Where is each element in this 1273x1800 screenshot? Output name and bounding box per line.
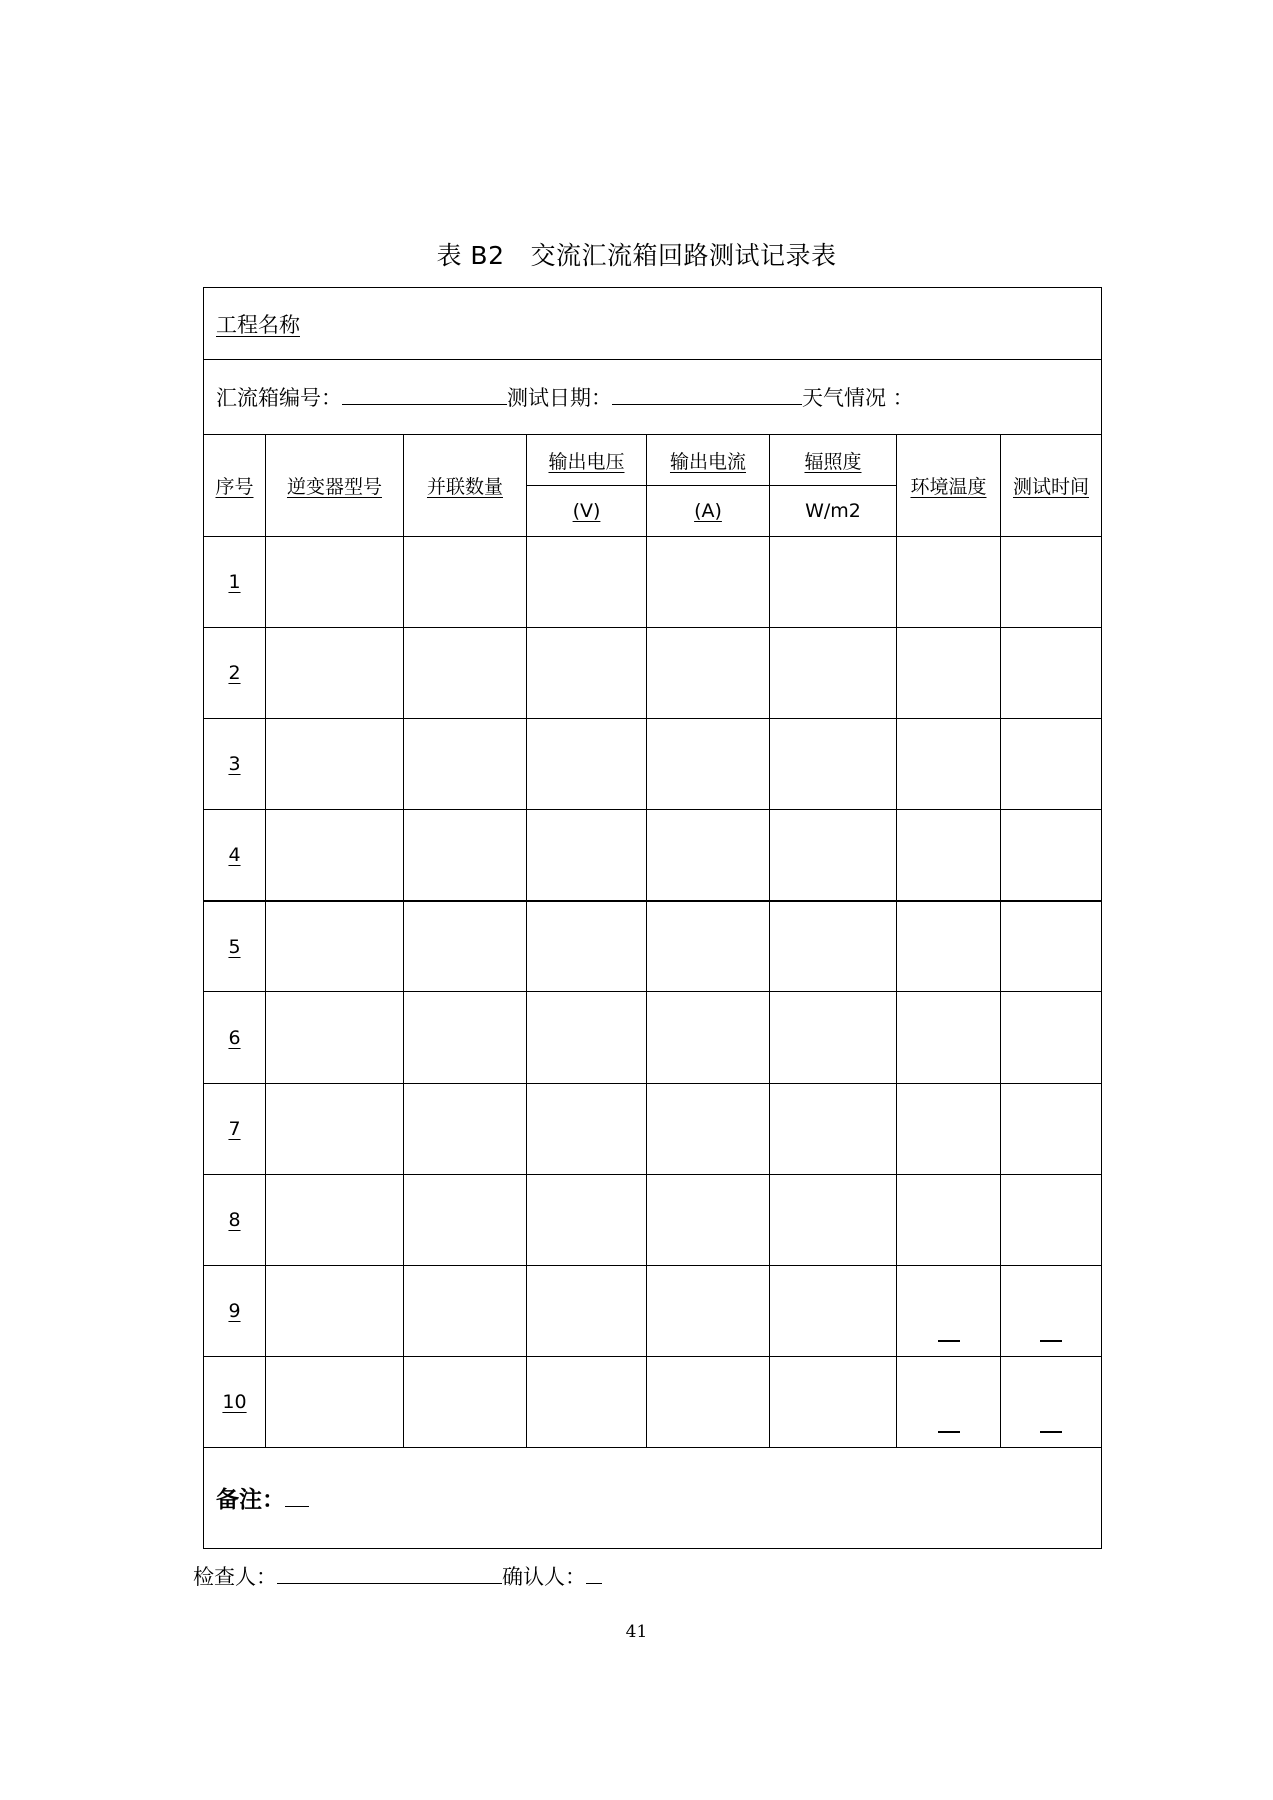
row-seq: 4 [204, 810, 266, 901]
cell-test-time[interactable] [1001, 719, 1102, 810]
cell-voltage[interactable] [527, 628, 647, 719]
table-row [204, 628, 1102, 719]
table-row [204, 992, 1102, 1083]
header-row-1 [204, 435, 1102, 486]
table-name: 交流汇流箱回路测试记录表 [530, 241, 837, 270]
signature-line [193, 1561, 602, 1591]
cell-ambient-temp[interactable] [897, 810, 1001, 901]
cell-current[interactable] [647, 537, 770, 628]
test-record-table [203, 287, 1102, 1549]
confirmer-label: 确认人： [502, 1565, 586, 1589]
cell-irradiance[interactable] [770, 1356, 897, 1447]
cell-parallel-count[interactable] [404, 537, 527, 628]
cell-ambient-temp[interactable] [897, 628, 1001, 719]
cell-inverter-model[interactable] [266, 1083, 404, 1174]
remark-label: 备注： [216, 1486, 285, 1514]
cell-current[interactable] [647, 810, 770, 901]
cell-voltage[interactable] [527, 992, 647, 1083]
cell-irradiance[interactable] [770, 537, 897, 628]
cell-irradiance[interactable] [770, 810, 897, 901]
cell-ambient-temp[interactable] [897, 901, 1001, 992]
row-seq: 2 [204, 628, 266, 719]
dash-mark [897, 1357, 1000, 1447]
cell-inverter-model[interactable] [266, 810, 404, 901]
cell-current[interactable] [647, 1356, 770, 1447]
row-seq: 10 [204, 1356, 266, 1447]
dash-mark [897, 1266, 1000, 1356]
header-ambient-temp: 环境温度 [897, 435, 1001, 537]
cell-voltage[interactable] [527, 537, 647, 628]
cell-parallel-count[interactable] [404, 1174, 527, 1265]
cell-ambient-temp[interactable] [897, 992, 1001, 1083]
cell-parallel-count[interactable] [404, 1083, 527, 1174]
dash-mark [1001, 1266, 1101, 1356]
cell-inverter-model[interactable] [266, 719, 404, 810]
cell-inverter-model[interactable] [266, 901, 404, 992]
cell-ambient-temp[interactable] [897, 1083, 1001, 1174]
cell-ambient-temp[interactable] [897, 1174, 1001, 1265]
table-row [204, 537, 1102, 628]
cell-parallel-count[interactable] [404, 810, 527, 901]
cell-parallel-count[interactable] [404, 992, 527, 1083]
header-current-unit: (A) [647, 486, 770, 537]
header-voltage: 输出电压 [527, 435, 647, 486]
cell-irradiance[interactable] [770, 1174, 897, 1265]
cell-parallel-count[interactable] [404, 719, 527, 810]
cell-current[interactable] [647, 901, 770, 992]
header-inverter-model: 逆变器型号 [266, 435, 404, 537]
cell-test-time[interactable] [1001, 628, 1102, 719]
cell-voltage[interactable] [527, 901, 647, 992]
header-test-time: 测试时间 [1001, 435, 1102, 537]
header-current: 输出电流 [647, 435, 770, 486]
cell-parallel-count[interactable] [404, 628, 527, 719]
remark-cell[interactable] [204, 1447, 1102, 1548]
header-parallel-count: 并联数量 [404, 435, 527, 537]
cell-test-time[interactable] [1001, 1265, 1102, 1356]
cell-ambient-temp[interactable] [897, 719, 1001, 810]
cell-ambient-temp[interactable] [897, 1356, 1001, 1447]
row-seq: 9 [204, 1265, 266, 1356]
row-seq: 1 [204, 537, 266, 628]
cell-irradiance[interactable] [770, 992, 897, 1083]
cell-inverter-model[interactable] [266, 537, 404, 628]
remark-row [204, 1447, 1102, 1548]
cell-test-time[interactable] [1001, 537, 1102, 628]
row-seq: 3 [204, 719, 266, 810]
cell-parallel-count[interactable] [404, 901, 527, 992]
cell-irradiance[interactable] [770, 628, 897, 719]
header-irradiance: 辐照度 [770, 435, 897, 486]
table-row [204, 1265, 1102, 1356]
inspector-label: 检查人： [193, 1565, 277, 1589]
cell-inverter-model[interactable] [266, 628, 404, 719]
cell-parallel-count[interactable] [404, 1356, 527, 1447]
cell-ambient-temp[interactable] [897, 1265, 1001, 1356]
row-seq: 6 [204, 992, 266, 1083]
cell-current[interactable] [647, 628, 770, 719]
row-seq: 5 [204, 901, 266, 992]
cell-irradiance[interactable] [770, 1265, 897, 1356]
cell-test-time[interactable] [1001, 901, 1102, 992]
page-number: 41 [625, 1622, 648, 1642]
cell-voltage[interactable] [527, 1265, 647, 1356]
table-row [204, 810, 1102, 901]
inspector-field[interactable] [277, 1565, 502, 1584]
header-seq: 序号 [204, 435, 266, 537]
cell-test-time[interactable] [1001, 1083, 1102, 1174]
info-cell [204, 360, 1102, 435]
cell-inverter-model[interactable] [266, 992, 404, 1083]
dash-mark [1001, 1357, 1101, 1447]
row-seq: 8 [204, 1174, 266, 1265]
project-cell[interactable] [204, 288, 1102, 360]
remark-field[interactable] [285, 1488, 309, 1507]
cell-current[interactable] [647, 1083, 770, 1174]
info-row [204, 360, 1102, 435]
box-no-field[interactable] [342, 386, 507, 405]
project-row [204, 288, 1102, 360]
cell-parallel-count[interactable] [404, 1265, 527, 1356]
cell-test-time[interactable] [1001, 1356, 1102, 1447]
row-seq: 7 [204, 1083, 266, 1174]
confirmer-field[interactable] [586, 1565, 602, 1584]
table-title [0, 236, 1273, 272]
cell-test-time[interactable] [1001, 1174, 1102, 1265]
cell-ambient-temp[interactable] [897, 537, 1001, 628]
table-code: 表 B2 [436, 241, 505, 270]
cell-current[interactable] [647, 1174, 770, 1265]
date-field[interactable] [612, 386, 802, 405]
cell-current[interactable] [647, 1265, 770, 1356]
box-no-label: 汇流箱编号： [216, 386, 342, 411]
table-row [204, 901, 1102, 992]
cell-inverter-model[interactable] [266, 1356, 404, 1447]
cell-irradiance[interactable] [770, 719, 897, 810]
header-voltage-unit: (V) [527, 486, 647, 537]
cell-current[interactable] [647, 719, 770, 810]
weather-label: 天气情况 ： [802, 386, 914, 411]
cell-test-time[interactable] [1001, 992, 1102, 1083]
cell-irradiance[interactable] [770, 1083, 897, 1174]
table-row [204, 719, 1102, 810]
cell-voltage[interactable] [527, 1174, 647, 1265]
date-label: 测试日期： [507, 386, 612, 411]
cell-inverter-model[interactable] [266, 1174, 404, 1265]
cell-voltage[interactable] [527, 719, 647, 810]
header-irradiance-unit: W/m2 [770, 486, 897, 537]
cell-voltage[interactable] [527, 1083, 647, 1174]
cell-voltage[interactable] [527, 810, 647, 901]
cell-voltage[interactable] [527, 1356, 647, 1447]
cell-inverter-model[interactable] [266, 1265, 404, 1356]
cell-test-time[interactable] [1001, 810, 1102, 901]
cell-current[interactable] [647, 992, 770, 1083]
table-row [204, 1083, 1102, 1174]
table-row [204, 1174, 1102, 1265]
table-row [204, 1356, 1102, 1447]
project-label: 工程名称 [216, 312, 300, 337]
cell-irradiance[interactable] [770, 901, 897, 992]
